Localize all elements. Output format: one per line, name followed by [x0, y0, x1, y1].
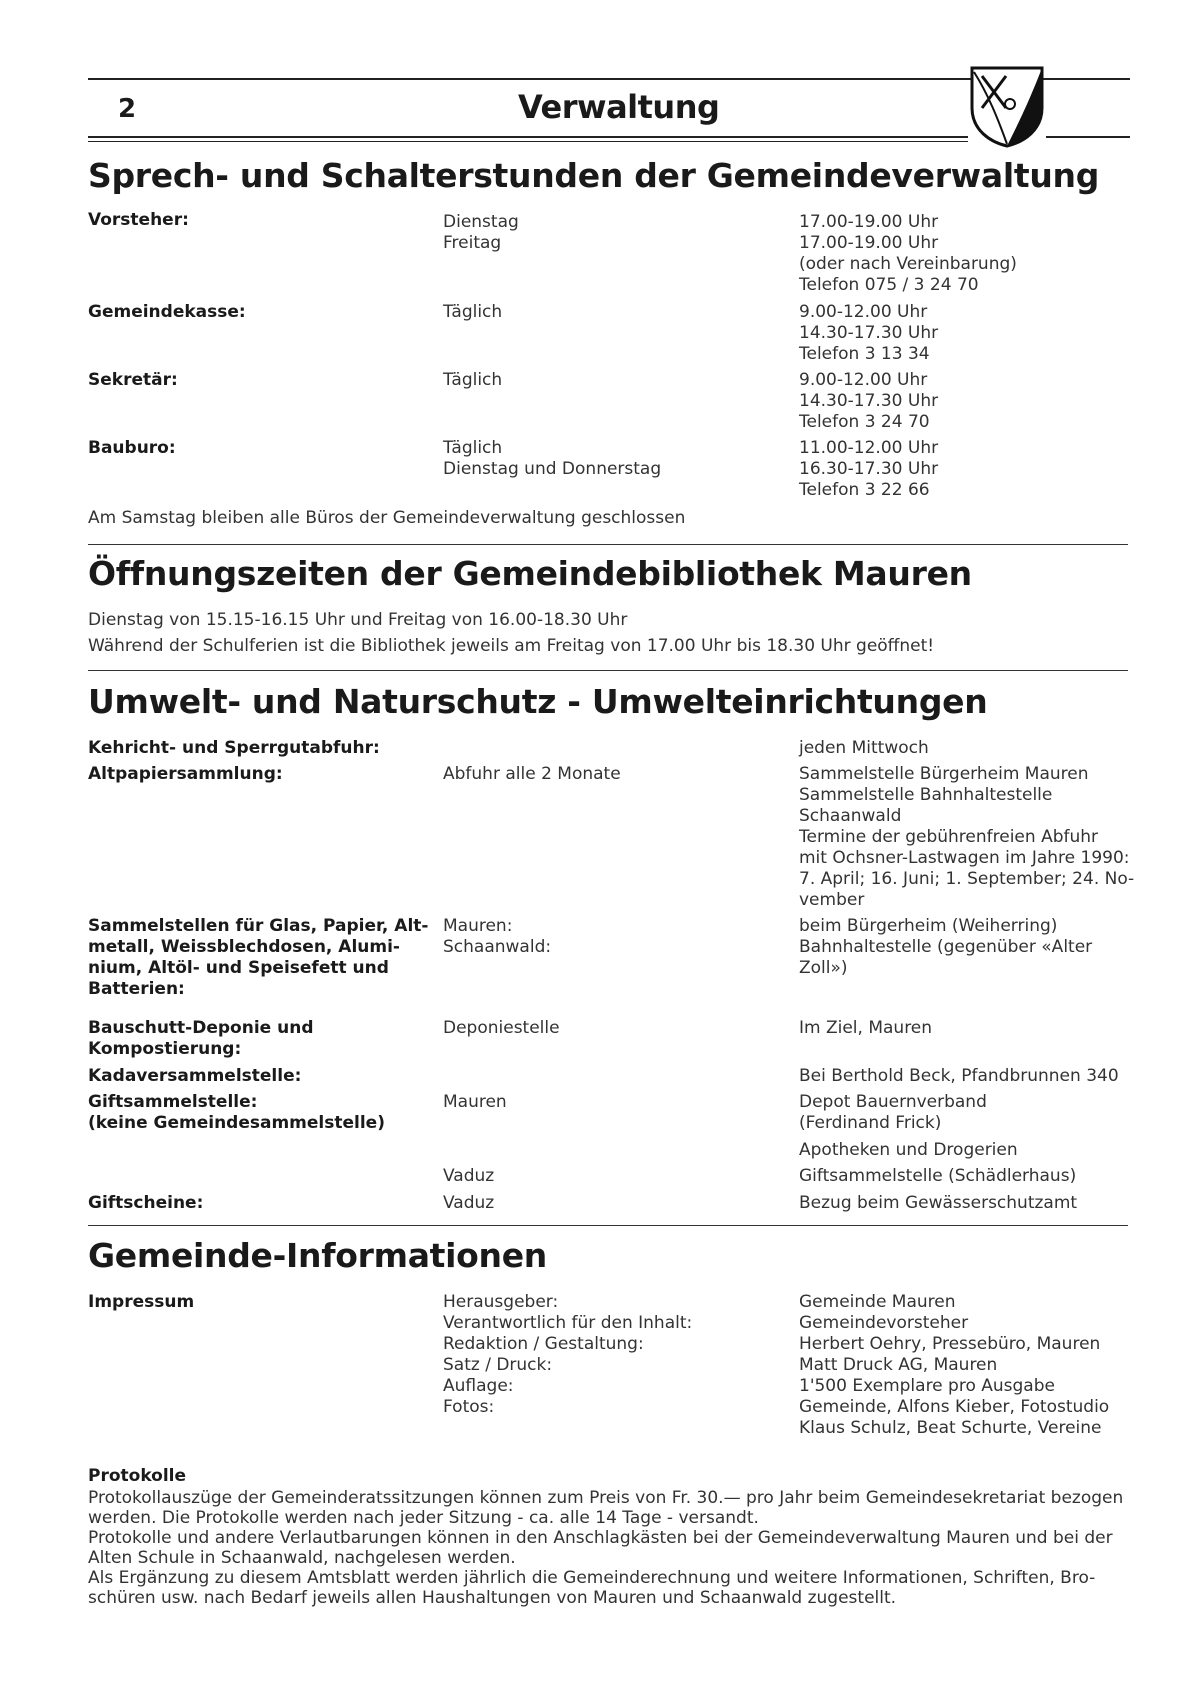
heading-sprechstunden: Sprech- und Schalterstunden der Gemeindeverwaltung: [88, 156, 1100, 195]
samstag-note: Am Samstag bleiben alle Büros der Gemeindeverwaltung geschlossen: [88, 508, 686, 528]
label-sammelstellen: Sammelstellen für Glas, Papier, Alt- metall, Weissblechdosen, Alumi- nium, Altöl- und Speisefett und Batterien:: [88, 916, 429, 999]
label-impressum: Impressum: [88, 1292, 195, 1312]
label-bauschutt: Bauschutt-Deponie und Kompostierung:: [88, 1018, 314, 1059]
label-kadaver: Kadaversammelstelle:: [88, 1066, 302, 1086]
altpapier-frequency: Abfuhr alle 2 Monate: [443, 764, 621, 784]
label-protokolle: Protokolle: [88, 1466, 187, 1486]
times-gemeindekasse: 9.00-12.00 Uhr 14.30-17.30 Uhr Telefon 3 13 34: [799, 302, 939, 364]
label-vorsteher: Vorsteher:: [88, 210, 189, 230]
heading-umwelt: Umwelt- und Naturschutz - Umwelteinrichtungen: [88, 682, 988, 721]
heading-gemeinde-informationen: Gemeinde-Informationen: [88, 1236, 547, 1275]
altpapier-details: Sammelstelle Bürgerheim Mauren Sammelstelle Bahnhaltestelle Schaanwald Termine der gebührenfreien Abfuhr mit Ochsner-Lastwagen im Jahre 1990: 7. April; 16. Juni; 1. September; 24. No- vember: [799, 764, 1135, 910]
header-rule-bottom-thin: [88, 141, 968, 142]
giftsammelstelle-ort: Mauren: [443, 1092, 507, 1112]
label-giftsammelstelle: Giftsammelstelle: (keine Gemeindesammelstelle): [88, 1092, 385, 1133]
header-rule-bottom-right: [1046, 136, 1130, 138]
label-sekretaer: Sekretär:: [88, 370, 178, 390]
apotheken: Apotheken und Drogerien: [799, 1140, 1018, 1160]
times-bauburo: 11.00-12.00 Uhr 16.30-17.30 Uhr Telefon 3 22 66: [799, 438, 939, 500]
impressum-values: Gemeinde Mauren Gemeindevorsteher Herbert Oehry, Pressebüro, Mauren Matt Druck AG, Mauren 1'500 Exemplare pro Ausgabe Gemeinde, Alfons Kieber, Fotostudio Klaus Schulz, Beat Schurte, Vereine: [799, 1292, 1110, 1438]
label-giftscheine: Giftscheine:: [88, 1193, 204, 1213]
days-vorsteher: Dienstag Freitag: [443, 212, 519, 253]
giftsammelstelle-details: Depot Bauernverband (Ferdinand Frick): [799, 1092, 987, 1133]
label-gemeindekasse: Gemeindekasse:: [88, 302, 246, 322]
bauschutt-ort: Deponiestelle: [443, 1018, 560, 1038]
protokolle-text: Protokollauszüge der Gemeinderatssitzungen können zum Preis von Fr. 30.— pro Jahr beim Gemeindesekretariat bezogen werden. Die Protokolle werden nach jeder Sitzung - ca. alle 14 Tage - versandt. Protokolle und andere Verlautbarungen können in den Anschlagkästen bei der Gemeindeverwaltung Mauren und bei der Alten Schule in Schaanwald, nachgelesen werden. Als Ergänzung zu diesem Amtsblatt werden jährlich die Gemeinderechnung und weitere Informationen, Schriften, Bro- schüren usw. nach Bedarf jeweils allen Haushaltungen von Mauren und Schaanwald zugestellt.: [88, 1488, 1124, 1608]
bauschutt-details: Im Ziel, Mauren: [799, 1018, 933, 1038]
days-bauburo: Täglich Dienstag und Donnerstag: [443, 438, 662, 479]
divider: [88, 1225, 1128, 1226]
times-sekretaer: 9.00-12.00 Uhr 14.30-17.30 Uhr Telefon 3 24 70: [799, 370, 939, 432]
days-gemeindekasse: Täglich: [443, 302, 503, 322]
divider: [88, 670, 1128, 671]
giftscheine-ort: Vaduz: [443, 1193, 495, 1213]
kadaver-details: Bei Berthold Beck, Pfandbrunnen 340: [799, 1066, 1119, 1086]
section-title: Verwaltung: [518, 88, 720, 126]
days-sekretaer: Täglich: [443, 370, 503, 390]
label-altpapier: Altpapiersammlung:: [88, 764, 283, 784]
coat-of-arms-icon: [968, 64, 1046, 148]
sammelstellen-details: beim Bürgerheim (Weiherring) Bahnhaltestelle (gegenüber «Alter Zoll»): [799, 916, 1093, 978]
page-number: 2: [118, 94, 137, 124]
label-bauburo: Bauburo:: [88, 438, 176, 458]
header-rule-bottom: [88, 136, 968, 138]
bibliothek-hours: Dienstag von 15.15-16.15 Uhr und Freitag von 16.00-18.30 Uhr: [88, 610, 628, 630]
impressum-keys: Herausgeber: Verantwortlich für den Inhalt: Redaktion / Gestaltung: Satz / Druck: Auflage: Fotos:: [443, 1292, 693, 1417]
divider: [88, 544, 1128, 545]
times-vorsteher: 17.00-19.00 Uhr 17.00-19.00 Uhr (oder nach Vereinbarung) Telefon 075 / 3 24 70: [799, 212, 1017, 295]
vaduz-ort: Vaduz: [443, 1166, 495, 1186]
bibliothek-ferien: Während der Schulferien ist die Bibliothek jeweils am Freitag von 17.00 Uhr bis 18.30 Uhr geöffnet!: [88, 636, 935, 656]
value-kehricht: jeden Mittwoch: [799, 738, 929, 758]
heading-bibliothek: Öffnungszeiten der Gemeindebibliothek Mauren: [88, 554, 972, 593]
sammelstellen-orte: Mauren: Schaanwald:: [443, 916, 552, 957]
giftscheine-details: Bezug beim Gewässerschutzamt: [799, 1193, 1078, 1213]
label-kehricht: Kehricht- und Sperrgutabfuhr:: [88, 738, 380, 758]
giftsammelstelle-vaduz: Giftsammelstelle (Schädlerhaus): [799, 1166, 1077, 1186]
